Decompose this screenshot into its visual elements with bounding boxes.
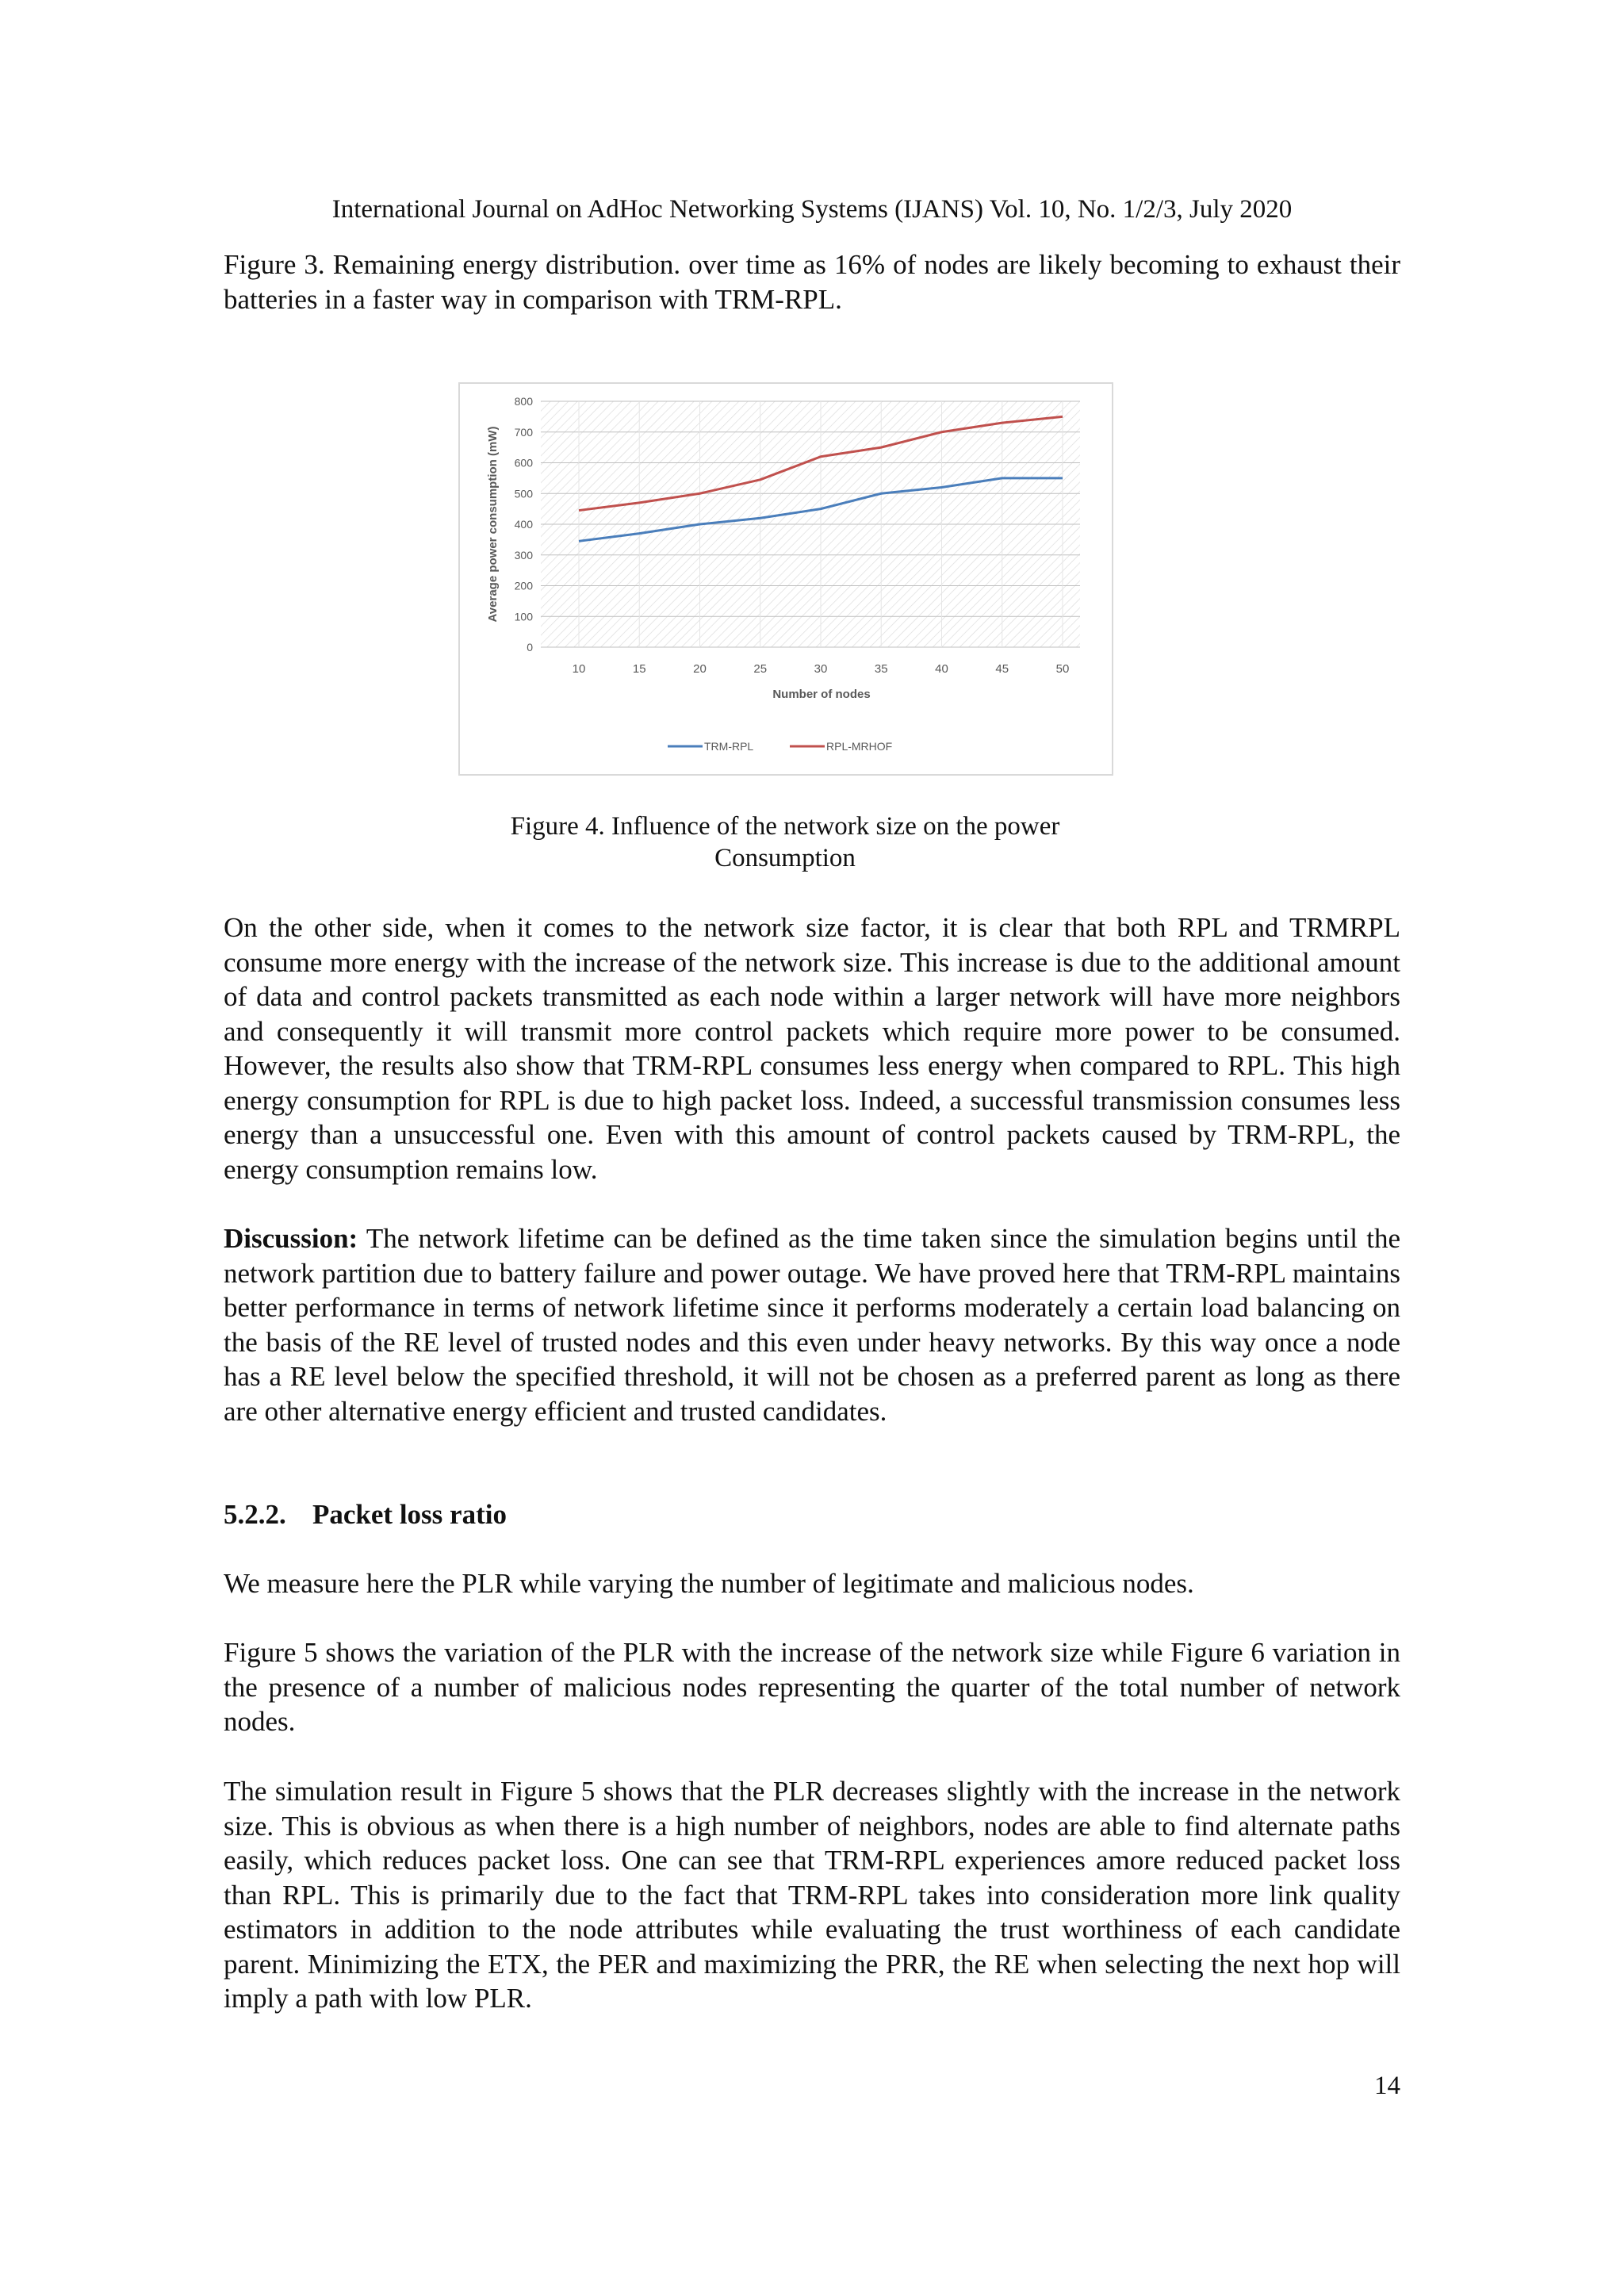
body-paragraph-2: We measure here the PLR while varying the number of legitimate and malicious nodes. (224, 1568, 1194, 1599)
section-number: 5.2.2. (224, 1499, 286, 1530)
x-tick-label: 30 (814, 662, 828, 676)
y-tick-label: 800 (514, 395, 533, 408)
y-tick-label: 500 (514, 487, 533, 500)
intro-paragraph: Figure 3. Remaining energy distribution. over time as 16% of nodes are likely becoming to exhaust their batteries in a faster way in comparison with TRM-RPL. (224, 249, 1400, 315)
x-tick-label: 20 (693, 662, 707, 676)
y-tick-label: 0 (527, 641, 533, 654)
discussion-paragraph (224, 1221, 1400, 1428)
legend-label: RPL-MRHOF (826, 740, 893, 753)
y-tick-label: 600 (514, 456, 533, 470)
x-tick-label: 45 (995, 662, 1009, 676)
x-tick-label: 35 (874, 662, 888, 676)
caption-line-2: Consumption (714, 844, 856, 872)
y-axis-label: Average power consumption (mW) (486, 426, 500, 623)
body-paragraph-4: The simulation result in Figure 5 shows that the PLR decreases slightly with the increase in the network size. This is obvious as when there is a high number of neighbors, nodes are able to find alternate paths easily, which reduces packet loss. One can see that TRM-RPL experiences amore reduced packet loss than RPL. This is primarily due to the fact that TRM-RPL takes into consideration more link quality estimators in addition to the node attributes while evaluating the trust worthiness of each candidate parent. Minimizing the ETX, the PER and maximizing the PRR, the RE when selecting the next hop will imply a path with low PLR. (224, 1776, 1400, 2014)
body-paragraph-3: Figure 5 shows the variation of the PLR with the increase of the network size while Figure 6 variation in the presence of a number of malicious nodes representing the quarter of the total number of network nodes. (224, 1637, 1400, 1737)
section-title: Packet loss ratio (312, 1499, 507, 1530)
section-heading (224, 1497, 507, 1532)
figure-4-chart (458, 382, 1113, 776)
y-tick-label: 300 (514, 548, 533, 562)
y-tick-label: 400 (514, 518, 533, 531)
discussion-label: Discussion: (224, 1223, 358, 1254)
x-tick-label: 40 (935, 662, 948, 676)
figure-caption (444, 811, 1126, 874)
legend-label: TRM-RPL (704, 740, 754, 753)
x-tick-label: 10 (572, 662, 586, 676)
x-tick-label: 15 (632, 662, 646, 676)
journal-header: International Journal on AdHoc Networking Systems (IJANS) Vol. 10, No. 1/2/3, July 2020 (331, 195, 1293, 224)
chart-legend (668, 740, 892, 753)
y-tick-label: 100 (514, 610, 533, 623)
y-tick-label: 200 (514, 579, 533, 592)
y-tick-label: 700 (514, 425, 533, 439)
line-chart (460, 384, 1112, 774)
x-axis-label: Number of nodes (772, 688, 871, 701)
caption-line-1: Figure 4. Influence of the network size on the power (510, 812, 1060, 841)
discussion-text: The network lifetime can be defined as the time taken since the simulation begins until the network partition due to battery failure and power outage. We have proved here that TRM-RPL maintains better performance in terms of network lifetime since it performs moderately a certain load balancing on the basis of the RE level of trusted nodes and this even under heavy networks. By this way once a node has a RE level below the specified threshold, it will not be chosen as a preferred parent as long as there are other alternative energy efficient and trusted candidates. (224, 1223, 1400, 1427)
x-tick-label: 50 (1055, 662, 1070, 676)
page-number: 14 (1374, 2072, 1400, 2100)
x-tick-label: 25 (753, 662, 768, 676)
body-paragraph-1: On the other side, when it comes to the network size factor, it is clear that both RPL and TRMRPL consume more energy with the increase of the network size. This increase is due to the additional amount of data and control packets transmitted as each node within a larger network will have more neighbors and consequently it will transmit more control packets which require more power to be consumed. However, the results also show that TRM-RPL consumes less energy when compared to RPL. This high energy consumption for RPL is due to high packet loss. Indeed, a successful transmission consumes less energy than a unsuccessful one. Even with this amount of control packets caused by TRM-RPL, the energy consumption remains low. (224, 912, 1400, 1185)
